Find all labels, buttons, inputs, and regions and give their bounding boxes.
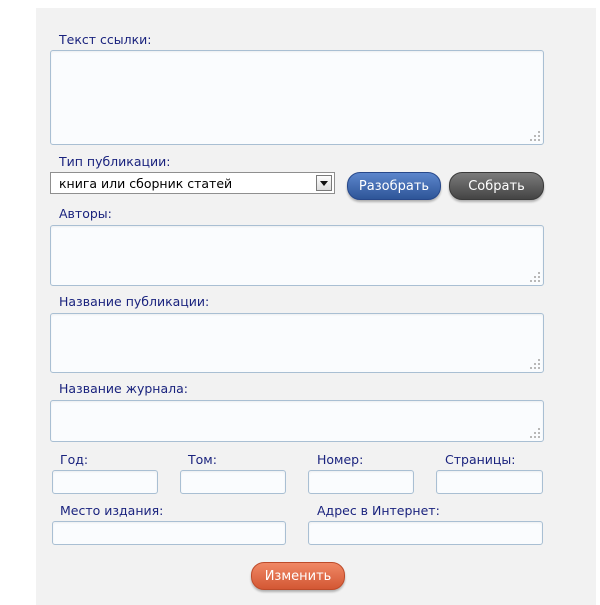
- link-text-textarea[interactable]: [50, 50, 544, 145]
- number-input[interactable]: [308, 470, 414, 494]
- url-input[interactable]: [308, 521, 543, 545]
- assemble-button[interactable]: Собрать: [449, 172, 544, 200]
- year-input[interactable]: [52, 470, 158, 494]
- journal-title-label: Название журнала:: [59, 381, 188, 396]
- pages-input[interactable]: [436, 470, 543, 494]
- resize-grip-icon[interactable]: [529, 358, 540, 369]
- url-label: Адрес в Интернет:: [317, 503, 440, 518]
- resize-grip-icon[interactable]: [529, 271, 540, 282]
- pub-title-label: Название публикации:: [59, 294, 210, 309]
- pub-type-label: Тип публикации:: [59, 154, 171, 169]
- resize-grip-icon[interactable]: [529, 130, 540, 141]
- link-text-label: Текст ссылки:: [59, 32, 152, 47]
- authors-textarea[interactable]: [50, 225, 544, 286]
- year-label: Год:: [60, 452, 89, 467]
- volume-input[interactable]: [180, 470, 286, 494]
- volume-label: Том:: [188, 452, 217, 467]
- resize-grip-icon[interactable]: [529, 427, 540, 438]
- chevron-down-icon[interactable]: [316, 175, 332, 191]
- parse-button[interactable]: Разобрать: [347, 172, 441, 200]
- pub-type-select[interactable]: [50, 172, 335, 194]
- authors-label: Авторы:: [59, 206, 112, 221]
- pages-label: Страницы:: [445, 452, 516, 467]
- journal-title-textarea[interactable]: [50, 400, 544, 442]
- place-label: Место издания:: [60, 503, 164, 518]
- place-input[interactable]: [52, 521, 286, 545]
- submit-button[interactable]: Изменить: [251, 562, 345, 590]
- number-label: Номер:: [317, 452, 364, 467]
- pub-type-value: книга или сборник статей: [59, 176, 233, 191]
- pub-title-textarea[interactable]: [50, 313, 544, 373]
